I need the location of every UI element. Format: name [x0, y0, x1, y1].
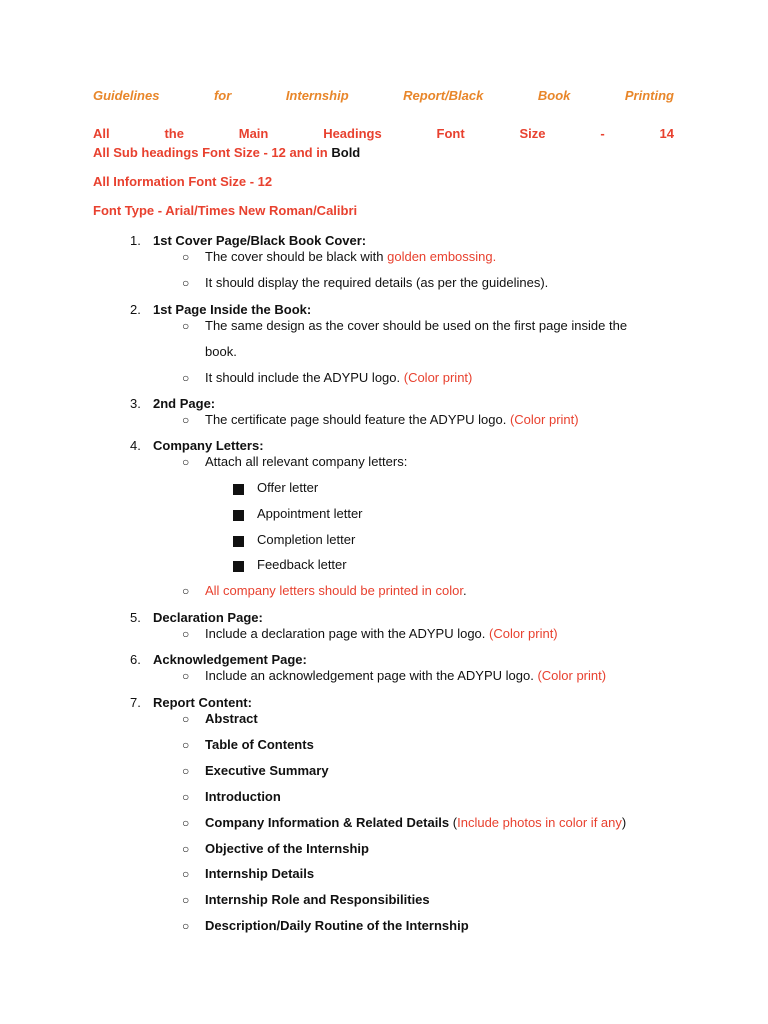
content-item: Internship Role and Responsibilities: [205, 892, 430, 907]
content-item: Abstract: [205, 711, 258, 726]
heading-word: the: [164, 126, 184, 141]
content-item: Description/Daily Routine of the Internship: [205, 918, 469, 933]
letter-item: Completion letter: [257, 532, 356, 547]
item-heading: Company Letters:: [153, 438, 264, 453]
title-word: Report/Black: [403, 88, 484, 103]
item-heading: 2nd Page:: [153, 396, 216, 411]
heading-word: 14: [659, 126, 674, 141]
item-heading: Declaration Page:: [153, 610, 263, 625]
letter-item: Offer letter: [257, 480, 319, 495]
circle-bullet: ○: [182, 627, 190, 641]
point-continuation: book.: [205, 344, 237, 359]
item-number: 4.: [130, 438, 141, 453]
circle-bullet: ○: [182, 712, 190, 726]
circle-bullet: ○: [182, 584, 190, 598]
heading-word: Font: [436, 126, 465, 141]
info-font-size: All Information Font Size - 12: [93, 174, 273, 189]
letter-item: Appointment letter: [257, 506, 363, 521]
title-word: Book: [537, 88, 571, 103]
circle-bullet: ○: [182, 893, 190, 907]
item-heading: 1st Cover Page/Black Book Cover:: [153, 233, 367, 248]
square-bullet: [233, 484, 244, 495]
circle-bullet: ○: [182, 790, 190, 804]
item-number: 1.: [130, 233, 141, 248]
heading-word: -: [600, 126, 605, 141]
point-text: It should include the ADYPU logo. (Color print): [205, 370, 473, 385]
item-number: 2.: [130, 302, 141, 317]
circle-bullet: ○: [182, 371, 190, 385]
circle-bullet: ○: [182, 816, 190, 830]
heading-word: Main: [238, 126, 269, 141]
title-word: Internship: [285, 88, 349, 103]
heading-word: All: [93, 126, 110, 141]
item-number: 3.: [130, 396, 141, 411]
content-item: Introduction: [205, 789, 281, 804]
point-text: Attach all relevant company letters:: [205, 454, 408, 469]
circle-bullet: ○: [182, 669, 190, 683]
bold-word: Bold: [331, 145, 361, 160]
circle-bullet: ○: [182, 842, 190, 856]
content-item: Internship Details: [205, 866, 315, 881]
main-heading-font-size: [93, 126, 674, 142]
content-item: Executive Summary: [205, 763, 329, 778]
circle-bullet: ○: [182, 455, 190, 469]
point-text: The certificate page should feature the ADYPU logo. (Color print): [205, 412, 579, 427]
circle-bullet: ○: [182, 250, 190, 264]
point-text: All company letters should be printed in color.: [205, 583, 467, 598]
title-word: for: [213, 88, 232, 103]
point-text: The same design as the cover should be used on the first page inside the: [205, 318, 628, 333]
circle-bullet: ○: [182, 764, 190, 778]
circle-bullet: ○: [182, 276, 190, 290]
item-heading: 1st Page Inside the Book:: [153, 302, 312, 317]
title-word: Printing: [624, 88, 674, 103]
item-number: 6.: [130, 652, 141, 667]
square-bullet: [233, 510, 244, 521]
point-text: Include an acknowledgement page with the ADYPU logo. (Color print): [205, 668, 607, 683]
point-text: Include a declaration page with the ADYPU logo. (Color print): [205, 626, 558, 641]
item-number: 7.: [130, 695, 141, 710]
square-bullet: [233, 561, 244, 572]
item-heading: Acknowledgement Page:: [153, 652, 307, 667]
content-item: Table of Contents: [205, 737, 314, 752]
square-bullet: [233, 536, 244, 547]
heading-word: Headings: [323, 126, 382, 141]
font-type: Font Type - Arial/Times New Roman/Calibri: [93, 203, 358, 218]
title-word: Guidelines: [93, 88, 160, 103]
letter-item: Feedback letter: [257, 557, 347, 572]
circle-bullet: ○: [182, 919, 190, 933]
heading-word: Size: [519, 126, 546, 141]
circle-bullet: ○: [182, 738, 190, 752]
item-number: 5.: [130, 610, 141, 625]
circle-bullet: ○: [182, 413, 190, 427]
circle-bullet: ○: [182, 319, 190, 333]
circle-bullet: ○: [182, 867, 190, 881]
document-title: [93, 88, 674, 104]
content-item: Company Information & Related Details (Include photos in color if any): [205, 815, 627, 830]
sub-heading-font-size: All Sub headings Font Size - 12 and in Bold: [93, 145, 361, 160]
item-heading: Report Content:: [153, 695, 252, 710]
point-text: It should display the required details (as per the guidelines).: [205, 275, 549, 290]
point-text: The cover should be black with golden embossing.: [205, 249, 497, 264]
content-item: Objective of the Internship: [205, 841, 369, 856]
